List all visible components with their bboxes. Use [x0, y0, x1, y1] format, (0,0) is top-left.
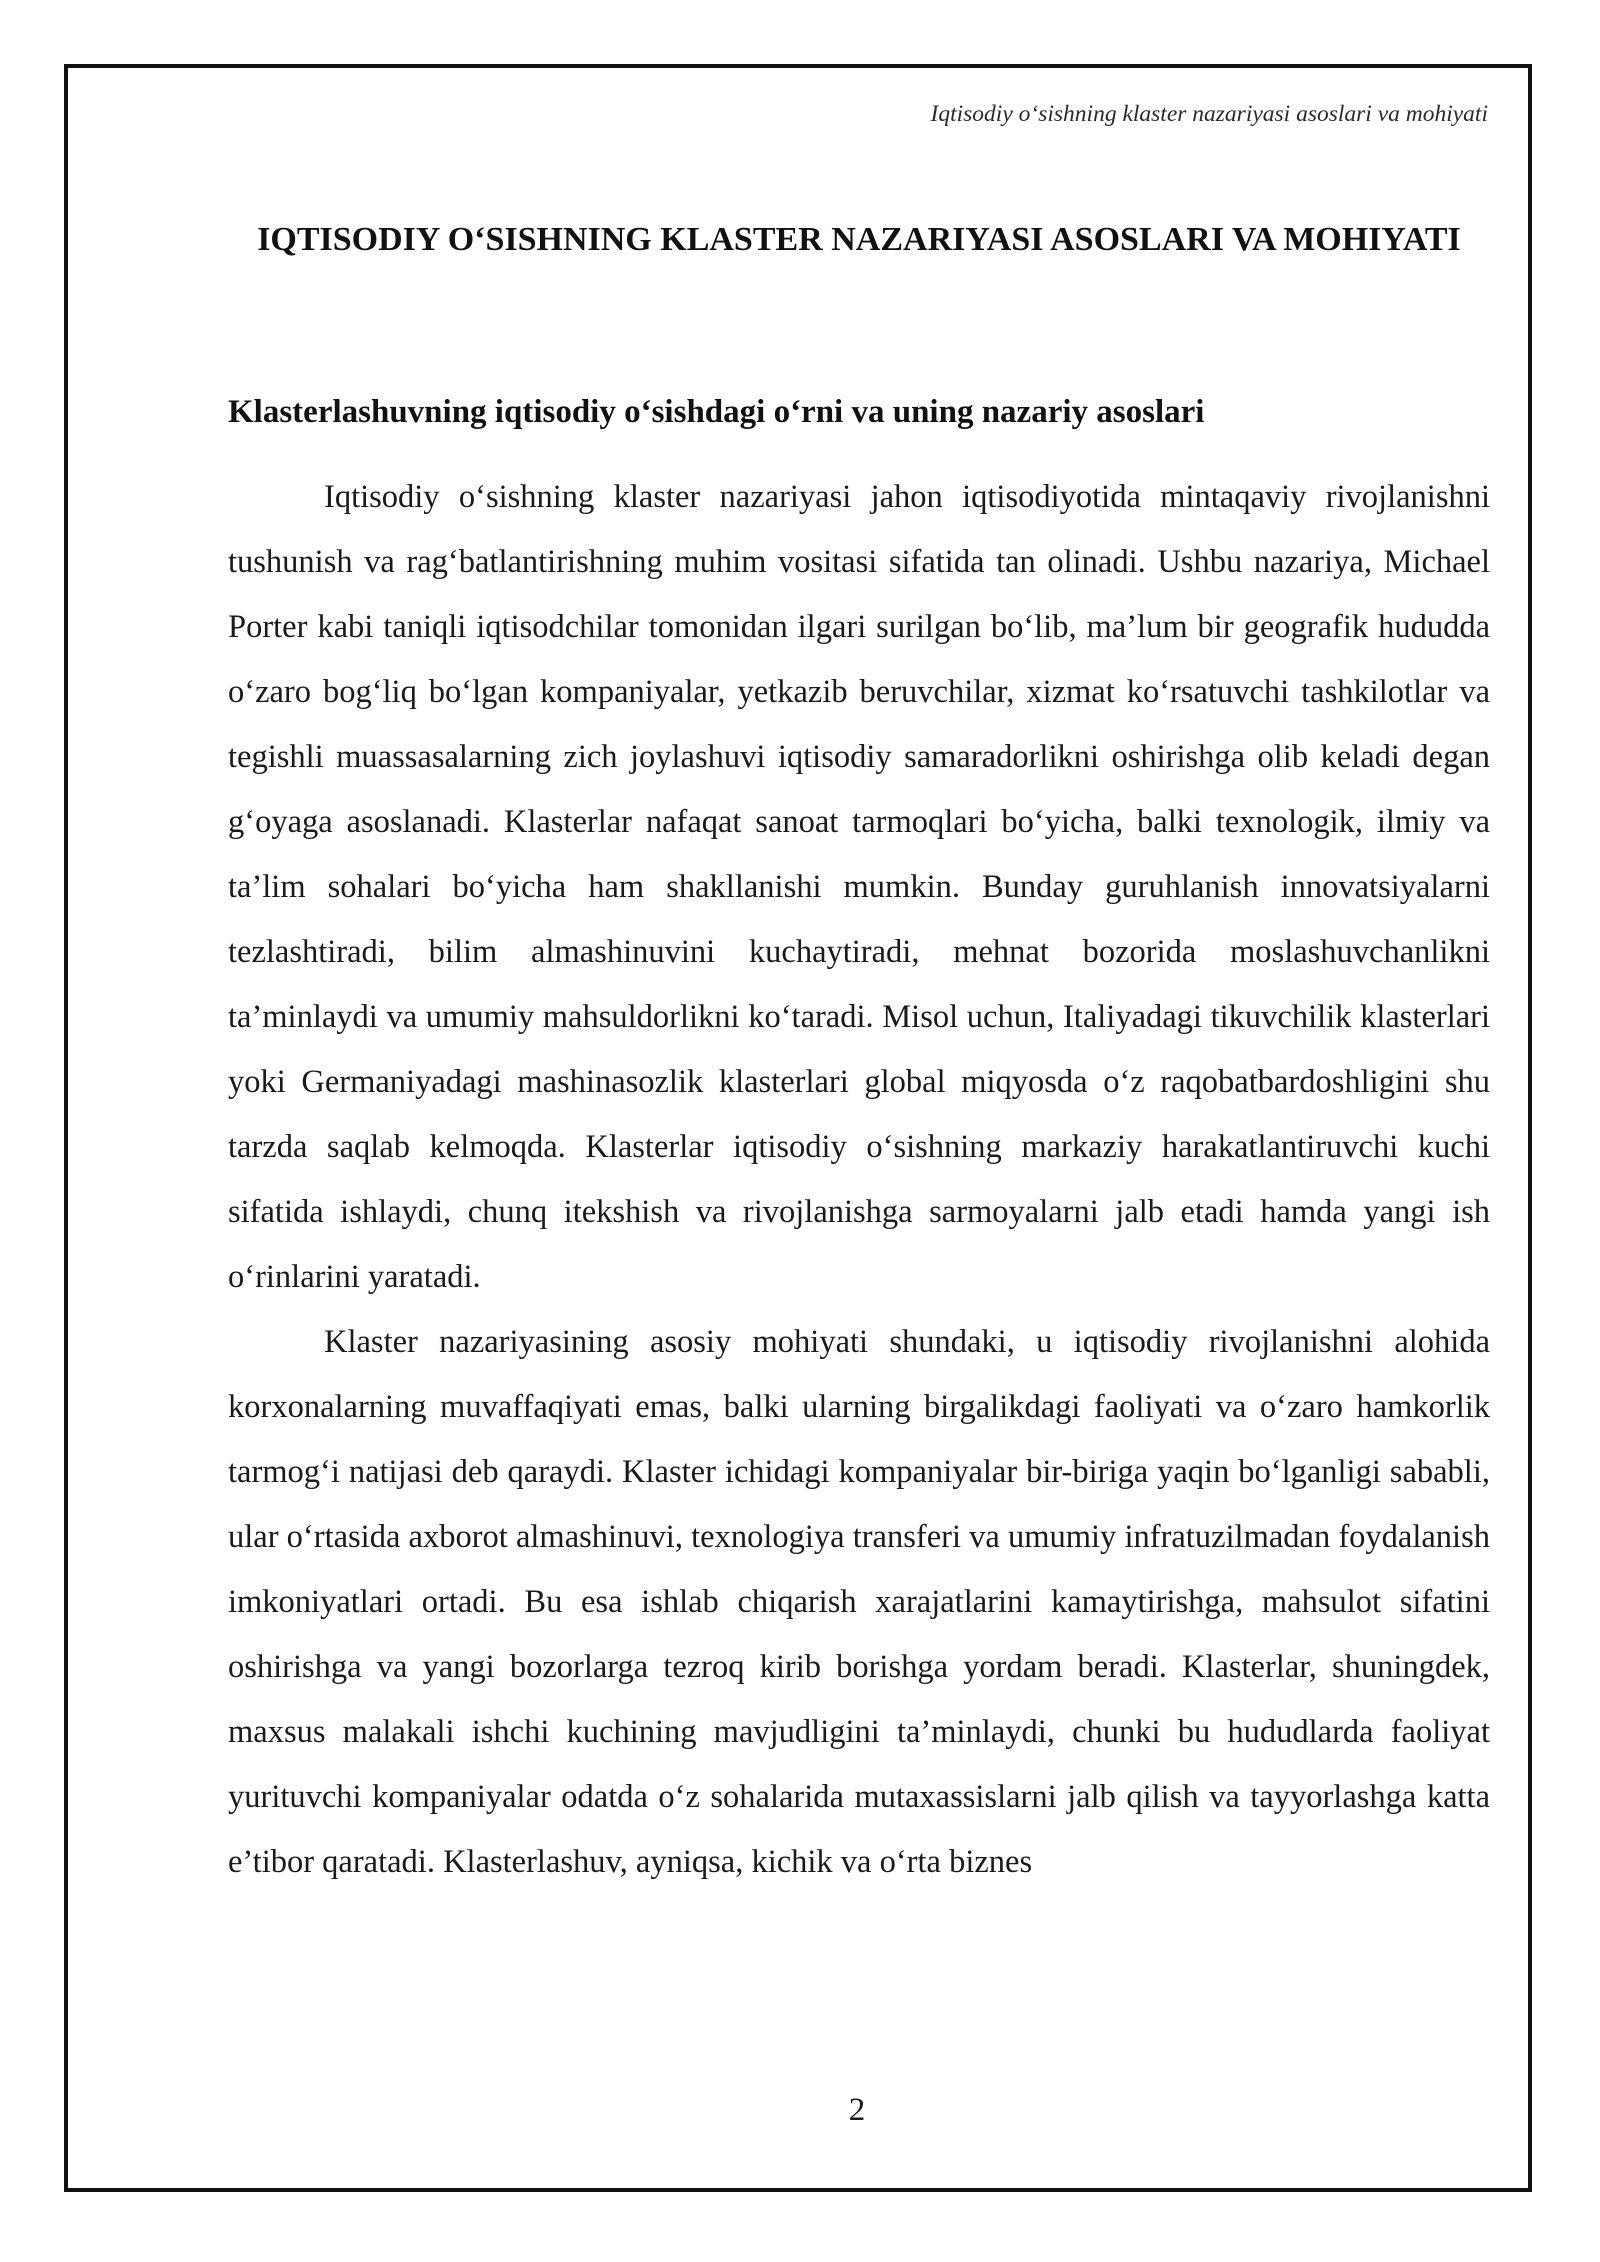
running-header: Iqtisodiy o‘sishning klaster nazariyasi asoslari va mohiyati [930, 101, 1488, 127]
document-title: IQTISODIY O‘SISHNING KLASTER NAZARIYASI ASOSLARI VA MOHIYATI [257, 221, 1461, 258]
paragraph: Iqtisodiy o‘sishning klaster nazariyasi jahon iqtisodiyotida mintaqaviy rivojlanishni tushunish va rag‘batlantirishning muhim vositasi sifatida tan olinadi. Ushbu nazariya, Michael Porter kabi taniqli iqtisodchilar tomonidan ilgari surilgan bo‘lib, ma’lum bir geografik hududda o‘zaro bog‘liq bo‘lgan kompaniyalar, yetkazib beruvchilar, xizmat ko‘rsatuvchi tashkilotlar va tegishli muassasalarning zich joylashuvi iqtisodiy samaradorlikni oshirishga olib keladi degan g‘oyaga asoslanadi. Klasterlar nafaqat sanoat tarmoqlari bo‘yicha, balki texnologik, ilmiy va ta’lim sohalari bo‘yicha ham shakllanishi mumkin. Bunday guruhlanish innovatsiyalarni tezlashtiradi, bilim almashinuvini kuchaytiradi, mehnat bozorida moslashuvchanlikni ta’minlaydi va umumiy mahsuldorlikni ko‘taradi. Misol uchun, Italiyadagi tikuvchilik klasterlari yoki Germaniyadagi mashinasozlik klasterlari global miqyosda o‘z raqobatbardoshligini shu tarzda saqlab kelmoqda. Klasterlar iqtisodiy o‘sishning markaziy harakatlantiruvchi kuchi sifatida ishlaydi, chunq itekshish va rivojlanishga sarmoyalarni jalb etadi hamda yangi ish o‘rinlarini yaratadi. [228, 479, 1490, 1295]
section-heading: Klasterlashuvning iqtisodiy o‘sishdagi o‘rni va uning nazariy asoslari [228, 394, 1205, 430]
page-number: 2 [848, 2092, 866, 2128]
paragraph: Klaster nazariyasining asosiy mohiyati shundaki, u iqtisodiy rivojlanishni alohida korxonalarning muvaffaqiyati emas, balki ularning birgalikdagi faoliyati va o‘zaro hamkorlik tarmog‘i natijasi deb qaraydi. Klaster ichidagi kompaniyalar bir-biriga yaqin bo‘lganligi sababli, ular o‘rtasida axborot almashinuvi, texnologiya transferi va umumiy infratuzilmadan foydalanish imkoniyatlari ortadi. Bu esa ishlab chiqarish xarajatlarini kamaytirishga, mahsulot sifatini oshirishga va yangi bozorlarga tezroq kirib borishga yordam beradi. Klasterlar, shuningdek, maxsus malakali ishchi kuchining mavjudligini ta’minlaydi, chunki bu hududlarda faoliyat yurituvchi kompaniyalar odatda o‘z sohalarida mutaxassislarni jalb qilish va tayyorlashga katta e’tibor qaratadi. Klasterlashuv, ayniqsa, kichik va o‘rta biznes [228, 1324, 1490, 1880]
body-text [228, 465, 1490, 1895]
